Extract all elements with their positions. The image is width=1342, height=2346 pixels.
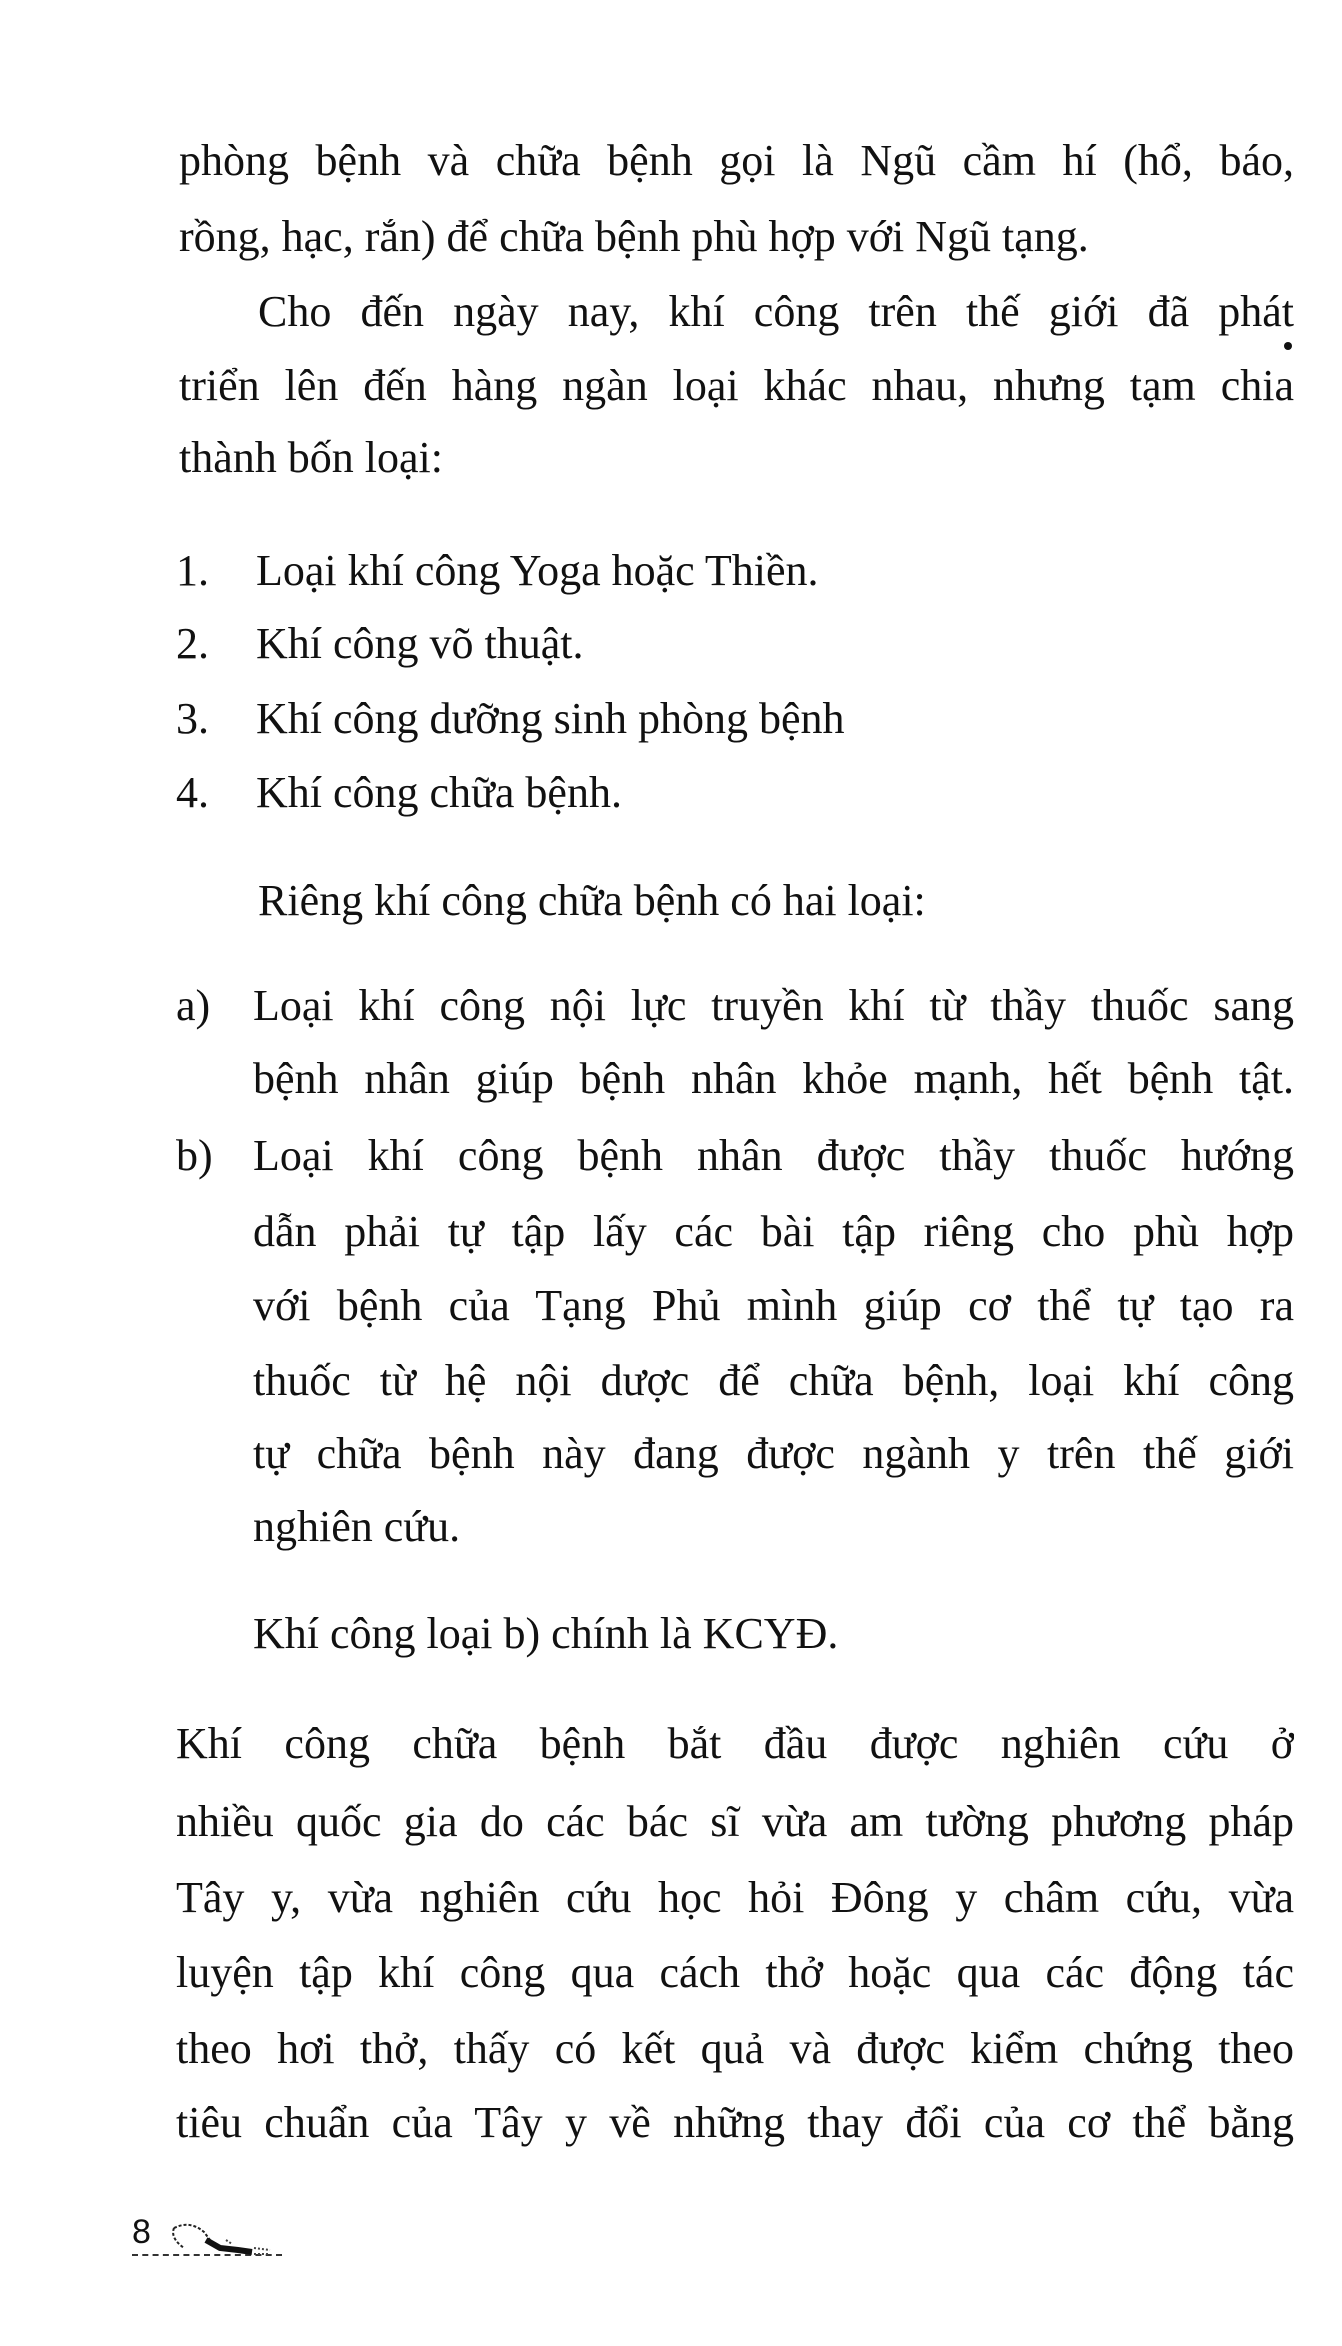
text-line: luyện tập khí công qua cách thở hoặc qua các động tác [176,1948,1294,1997]
text-line: Tây y, vừa nghiên cứu học hỏi Đông y châm cứu, vừa [176,1873,1294,1922]
list-item: Khí công chữa bệnh. [256,768,622,817]
ornament-icon [170,2222,280,2262]
page-number: 8 [132,2213,151,2251]
list-item-line: Loại khí công nội lực truyền khí từ thầy thuốc sang [253,981,1294,1030]
text-line: nhiều quốc gia do các bác sĩ vừa am tường phương pháp [176,1797,1294,1846]
list-letter: b) [176,1131,213,1180]
text-line: tiêu chuẩn của Tây y về những thay đổi của cơ thể bằng [176,2098,1294,2147]
list-item-line: dẫn phải tự tập lấy các bài tập riêng cho phù hợp [253,1207,1294,1256]
text-line: Riêng khí công chữa bệnh có hai loại: [258,876,926,925]
list-number: 3. [176,694,209,743]
list-item: Khí công dưỡng sinh phòng bệnh [256,694,845,743]
list-item-line: bệnh nhân giúp bệnh nhân khỏe mạnh, hết bệnh tật. [253,1054,1294,1103]
ink-speck [1284,342,1292,350]
list-number: 2. [176,619,209,668]
text-line: Khí công chữa bệnh bắt đầu được nghiên cứu ở [176,1719,1294,1768]
list-item: Loại khí công Yoga hoặc Thiền. [256,546,819,595]
list-number: 1. [176,546,209,595]
text-line: theo hơi thở, thấy có kết quả và được kiểm chứng theo [176,2024,1294,2073]
text-line: triển lên đến hàng ngàn loại khác nhau, nhưng tạm chia [179,361,1294,410]
text-line: Cho đến ngày nay, khí công trên thế giới đã phát [258,287,1294,336]
list-item-line: Loại khí công bệnh nhân được thầy thuốc hướng [253,1131,1294,1180]
list-letter: a) [176,981,211,1030]
text-line: rồng, hạc, rắn) để chữa bệnh phù hợp với Ngũ tạng. [179,212,1089,261]
list-number: 4. [176,768,209,817]
list-item-line: với bệnh của Tạng Phủ mình giúp cơ thể tự tạo ra [253,1281,1294,1330]
text-line: phòng bệnh và chữa bệnh gọi là Ngũ cầm hí (hổ, báo, [179,136,1294,185]
list-item-line: nghiên cứu. [253,1502,461,1551]
text-line: Khí công loại b) chính là KCYĐ. [253,1609,839,1658]
list-item: Khí công võ thuật. [256,619,584,668]
list-item-line: thuốc từ hệ nội dược để chữa bệnh, loại khí công [253,1356,1294,1405]
list-item-line: tự chữa bệnh này đang được ngành y trên thế giới [253,1429,1294,1478]
text-line: thành bốn loại: [179,433,443,482]
